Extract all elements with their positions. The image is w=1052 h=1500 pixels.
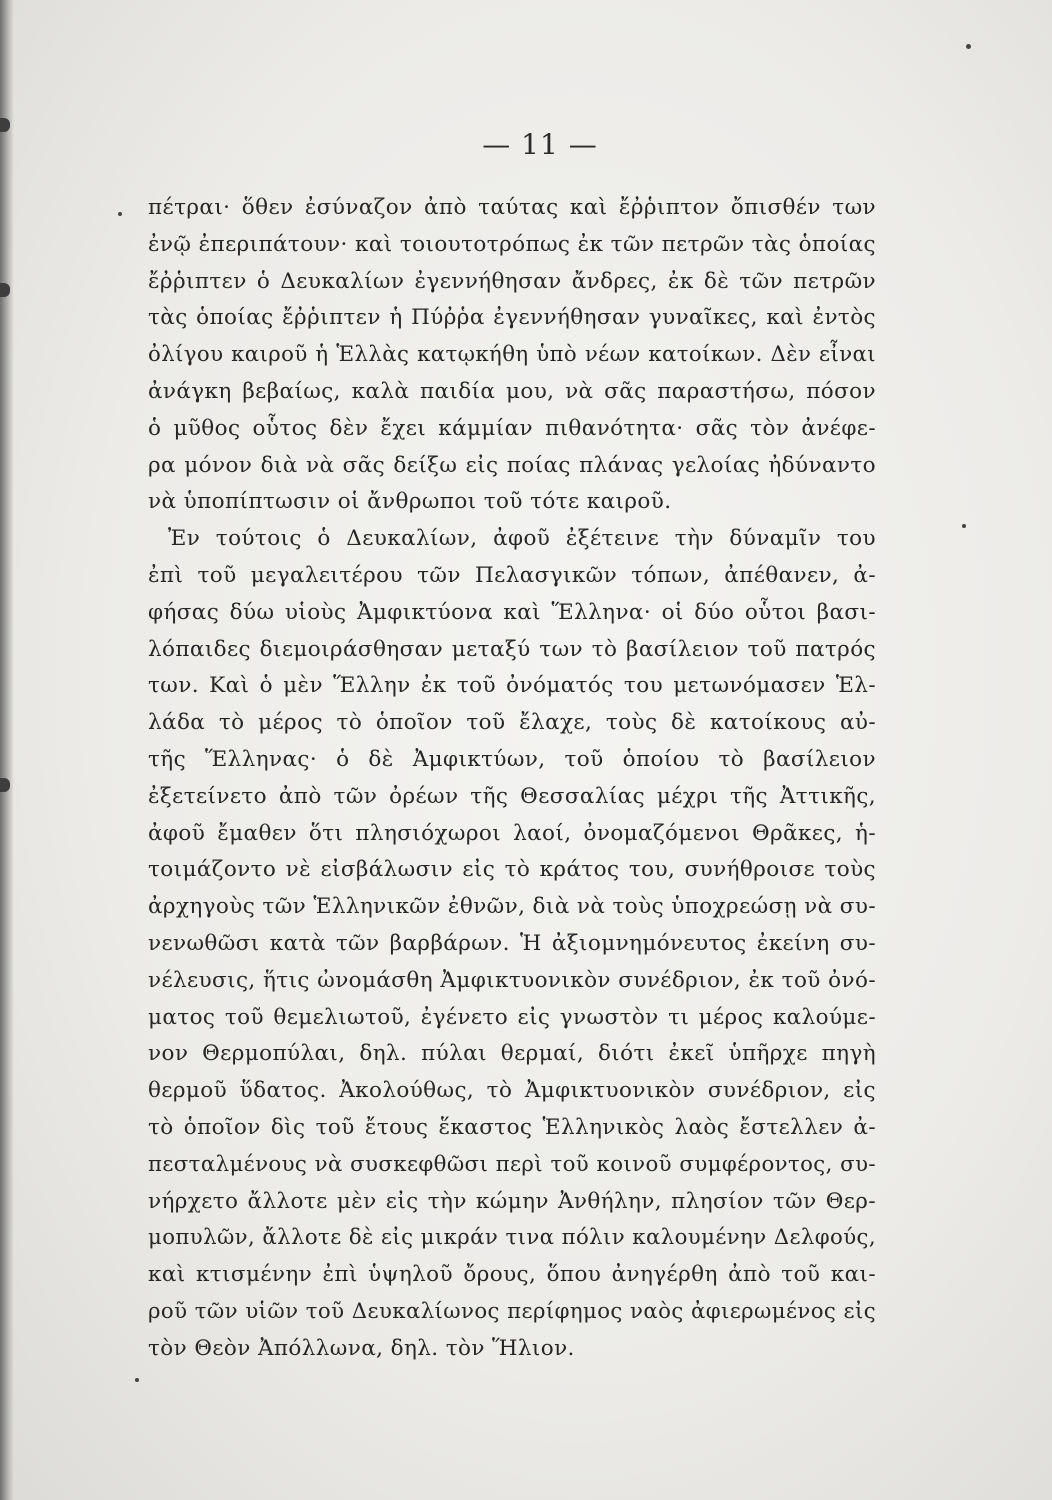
- paper-speck: [966, 44, 971, 49]
- page-binding-edge: [0, 0, 14, 1500]
- text-line: τὸν Θεὸν Ἀπόλλωνα, δηλ. τὸν Ἥλιον.: [148, 1335, 575, 1361]
- text-line: τὰς ὁποίας ἔῤῥιπτεν ἡ Πύῤῥα ἐγεννήθησαν γυναῖκες, καὶ ἐντὸς: [148, 305, 876, 331]
- text-line: ρα μόνον διὰ νὰ σᾶς δείξω εἰς ποίας πλάνας γελοίας ἠδύναντο: [148, 452, 876, 478]
- binding-hole-mark: [0, 118, 10, 132]
- text-line: φήσας δύω υἱοὺς Ἀμφικτύονα καὶ Ἕλληνα· οἱ δύο οὗτοι βασι-: [148, 599, 876, 625]
- text-line: ἐπὶ τοῦ μεγαλειτέρου τῶν Πελασγικῶν τόπων, ἀπέθανεν, ἀ-: [148, 562, 876, 588]
- text-line: ὀλίγου καιροῦ ἡ Ἑλλὰς κατῳκήθη ὑπὸ νέων κατοίκων. Δὲν εἶναι: [148, 342, 876, 368]
- text-line: ἀνάγκη βεβαίως, καλὰ παιδία μου, νὰ σᾶς παραστήσω, πόσον: [148, 378, 876, 404]
- text-line: καὶ κτισμένην ἐπὶ ὑψηλοῦ ὄρους, ὅπου ἀνηγέρθη ἀπὸ τοῦ και-: [148, 1262, 876, 1288]
- text-line: τὸ ὁποῖον δὶς τοῦ ἔτους ἕκαστος Ἑλληνικὸς λαὸς ἔστελλεν ἀ-: [148, 1114, 876, 1140]
- text-line: νενωθῶσι κατὰ τῶν βαρβάρων. Ἡ ἀξιομνημόνευτος ἐκείνη συ-: [148, 930, 876, 956]
- binding-hole-mark: [0, 778, 10, 792]
- text-line: ροῦ τῶν υἱῶν τοῦ Δευκαλίωνος περίφημος ναὸς ἀφιερωμένος εἰς: [148, 1298, 876, 1324]
- text-line: τοιμάζοντο νὲ εἰσβάλωσιν εἰς τὸ κράτος του, συνήθροισε τοὺς: [148, 857, 876, 883]
- text-line: Ἐν τούτοις ὁ Δευκαλίων, ἀφοῦ ἐξέτεινε τὴν δύναμῖν του: [168, 526, 876, 552]
- text-line: ἀφοῦ ἔμαθεν ὅτι πλησιόχωροι λαοί, ὀνομαζόμενοι Θρᾶκες, ἡ-: [148, 820, 876, 846]
- paper-speck: [962, 524, 966, 528]
- body-text: [148, 190, 876, 1368]
- paper-speck: [135, 1378, 139, 1382]
- page-number: — 11 —: [482, 128, 598, 161]
- text-line: θερμοῦ ὕδατος. Ἀκολούθως, τὸ Ἀμφικτυονικὸν συνέδριον, εἰς: [148, 1078, 876, 1104]
- text-line: πεσταλμένους νὰ συσκεφθῶσι περὶ τοῦ κοινοῦ συμφέροντος, συ-: [148, 1151, 876, 1177]
- text-line: λάδα τὸ μέρος τὸ ὁποῖον τοῦ ἔλαχε, τοὺς δὲ κατοίκους αὐ-: [148, 710, 876, 736]
- binding-hole-mark: [0, 283, 10, 297]
- text-line: ματος τοῦ θεμελιωτοῦ, ἐγένετο εἰς γνωστὸν τι μέρος καλούμε-: [148, 1004, 876, 1030]
- text-line: πέτραι· ὅθεν ἐσύναζον ἀπὸ ταύτας καὶ ἔῤῥιπτον ὄπισθέν των: [148, 195, 876, 220]
- text-line: λόπαιδες διεμοιράσθησαν μεταξύ των τὸ βασίλειον τοῦ πατρός: [148, 636, 876, 662]
- text-line: μοπυλῶν, ἄλλοτε δὲ εἰς μικράν τινα πόλιν καλουμένην Δελφούς,: [148, 1225, 876, 1251]
- text-line: ἐξετείνετο ἀπὸ τῶν ὀρέων τῆς Θεσσαλίας μέχρι τῆς Ἀττικῆς,: [148, 783, 876, 809]
- text-line: νήρχετο ἄλλοτε μὲν εἰς τὴν κώμην Ἀνθήλην, πλησίον τῶν Θερ-: [148, 1188, 876, 1214]
- paper-speck: [118, 212, 122, 216]
- text-line: νον Θερμοπύλαι, δηλ. πύλαι θερμαί, διότι ἐκεῖ ὑπῆρχε πηγὴ: [148, 1041, 876, 1067]
- text-line: ἀρχηγοὺς τῶν Ἑλληνικῶν ἐθνῶν, διὰ νὰ τοὺς ὑποχρεώσῃ νὰ συ-: [148, 894, 876, 920]
- text-line: των. Καὶ ὁ μὲν Ἕλλην ἐκ τοῦ ὀνόματός του μετωνόμασεν Ἑλ-: [148, 673, 876, 699]
- text-line: ὁ μῦθος οὗτος δὲν ἔχει κάμμίαν πιθανότητα· σᾶς τὸν ἀνέφε-: [148, 415, 876, 441]
- text-line: νέλευσις, ἥτις ὠνομάσθη Ἀμφικτυονικὸν συνέδριον, ἐκ τοῦ ὀνό-: [148, 967, 876, 993]
- text-line: ἔῤῥιπτεν ὁ Δευκαλίων ἐγεννήθησαν ἄνδρες, ἐκ δὲ τῶν πετρῶν: [148, 268, 876, 294]
- text-line: ἐνῷ ἐπεριπάτουν· καὶ τοιουτοτρόπως ἐκ τῶν πετρῶν τὰς ὁποίας: [148, 231, 876, 257]
- text-line: τῆς Ἕλληνας· ὁ δὲ Ἀμφικτύων, τοῦ ὁποίου τὸ βασίλειον: [148, 746, 876, 772]
- text-line: νὰ ὑποπίπτωσιν οἱ ἄνθρωποι τοῦ τότε καιροῦ.: [148, 489, 672, 515]
